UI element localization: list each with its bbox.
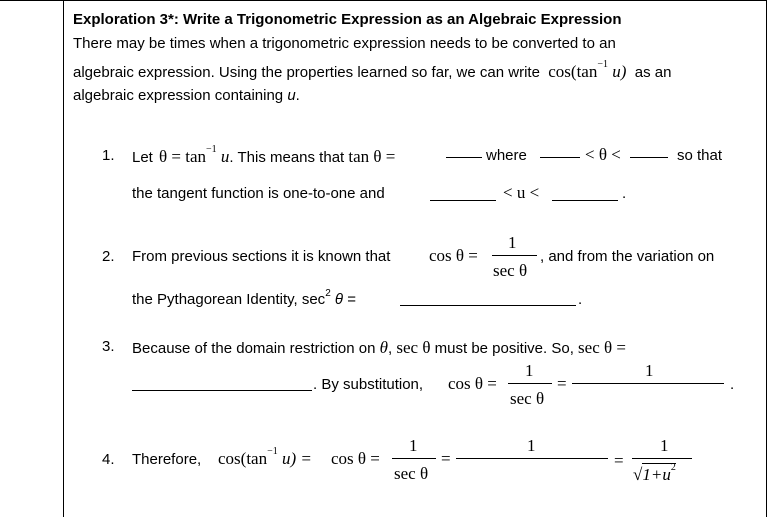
step-3-blank-sec[interactable]	[132, 390, 312, 391]
step-2-cos-theta: cos θ =	[429, 246, 478, 265]
step-4-denominator: sec θ	[394, 464, 429, 483]
step-2-after: , and from the variation on	[540, 248, 715, 265]
step-4-numerator-2: 1	[527, 436, 536, 455]
step-1-blank-tan[interactable]	[446, 157, 482, 158]
step-2-text: From previous sections it is known that	[132, 248, 391, 265]
step-3-numerator: 1	[525, 361, 534, 380]
step-3-fraction-bar	[508, 383, 552, 384]
step-4-expression: $\cos(\tan^{-1}$ u) =	[218, 446, 312, 468]
step-2-blank-sec-squared[interactable]	[400, 305, 576, 306]
step-1-blank-upper[interactable]	[630, 157, 668, 158]
exploration-title: Exploration 3*: Write a Trigonometric Expression as an Algebraic Expression	[73, 11, 622, 28]
step-1-number: 1.	[102, 147, 115, 164]
step-2-numerator: 1	[508, 233, 517, 252]
step-4-number: 4.	[102, 451, 115, 468]
step-3-number: 3.	[102, 338, 115, 355]
step-3-denominator: sec θ	[510, 389, 545, 408]
step-1-blank-u-upper[interactable]	[552, 200, 618, 201]
intro-line-1: There may be times when a trigonometric expression needs to be converted to an	[73, 35, 616, 52]
step-4-therefore: Therefore,	[132, 451, 202, 468]
step-2-fraction-bar	[492, 255, 537, 256]
step-3-equals: =	[557, 374, 567, 393]
step-1-inequality-u: < u <	[503, 183, 540, 202]
step-3-blank-fraction-denominator[interactable]	[572, 383, 724, 384]
step-2-number: 2.	[102, 248, 115, 265]
step-4-equals-1: =	[441, 449, 451, 468]
step-2-period: .	[578, 291, 583, 308]
left-margin-column	[0, 0, 64, 517]
intro-line-2: algebraic expression. Using the properties learned so far, we can write $\cos(\tan^{-1}$ u) as an	[73, 59, 672, 81]
step-3-numerator-2: 1	[645, 361, 654, 380]
step-4-equals-2: =	[614, 451, 624, 470]
sqrt-symbol: √	[633, 465, 643, 484]
step-3-cos-theta: cos θ =	[448, 374, 497, 393]
step-4-cos-theta: cos θ =	[331, 449, 380, 468]
step-4-numerator-3: 1	[660, 436, 669, 455]
step-2-line-2: the Pythagorean Identity, $\sec^2 \theta$ =	[132, 288, 356, 308]
step-4-blank-fraction-denominator[interactable]	[456, 458, 608, 459]
intro-expression: $\cos(\tan^{-1}$ u)	[548, 59, 627, 81]
step-1-inequality: < θ <	[585, 145, 621, 164]
step-4-sqrt-denominator: $√1+u^2$	[633, 462, 676, 484]
step-3-line-1: Because of the domain restriction on θ, sec θ must be positive. So, sec θ =	[132, 338, 626, 357]
step-4-final-fraction-bar	[632, 458, 692, 459]
step-2-denominator: sec θ	[493, 261, 528, 280]
step-4-numerator: 1	[409, 436, 418, 455]
intro-line-3: algebraic expression containing u.	[73, 87, 300, 104]
step-3-period: .	[730, 376, 735, 393]
step-3-by-substitution: . By substitution,	[313, 376, 424, 393]
step-1-where: where	[486, 147, 527, 164]
step-1-blank-lower[interactable]	[540, 157, 580, 158]
step-1-line-2: the tangent function is one-to-one and	[132, 185, 385, 202]
step-1-so-that: so that	[677, 147, 723, 164]
step-1-line-1: Let $\theta = \tan^{-1} u$. This means that tan θ =	[132, 144, 396, 166]
step-4-fraction-bar	[392, 458, 436, 459]
step-1-period: .	[622, 185, 627, 202]
step-1-blank-u-lower[interactable]	[430, 200, 496, 201]
